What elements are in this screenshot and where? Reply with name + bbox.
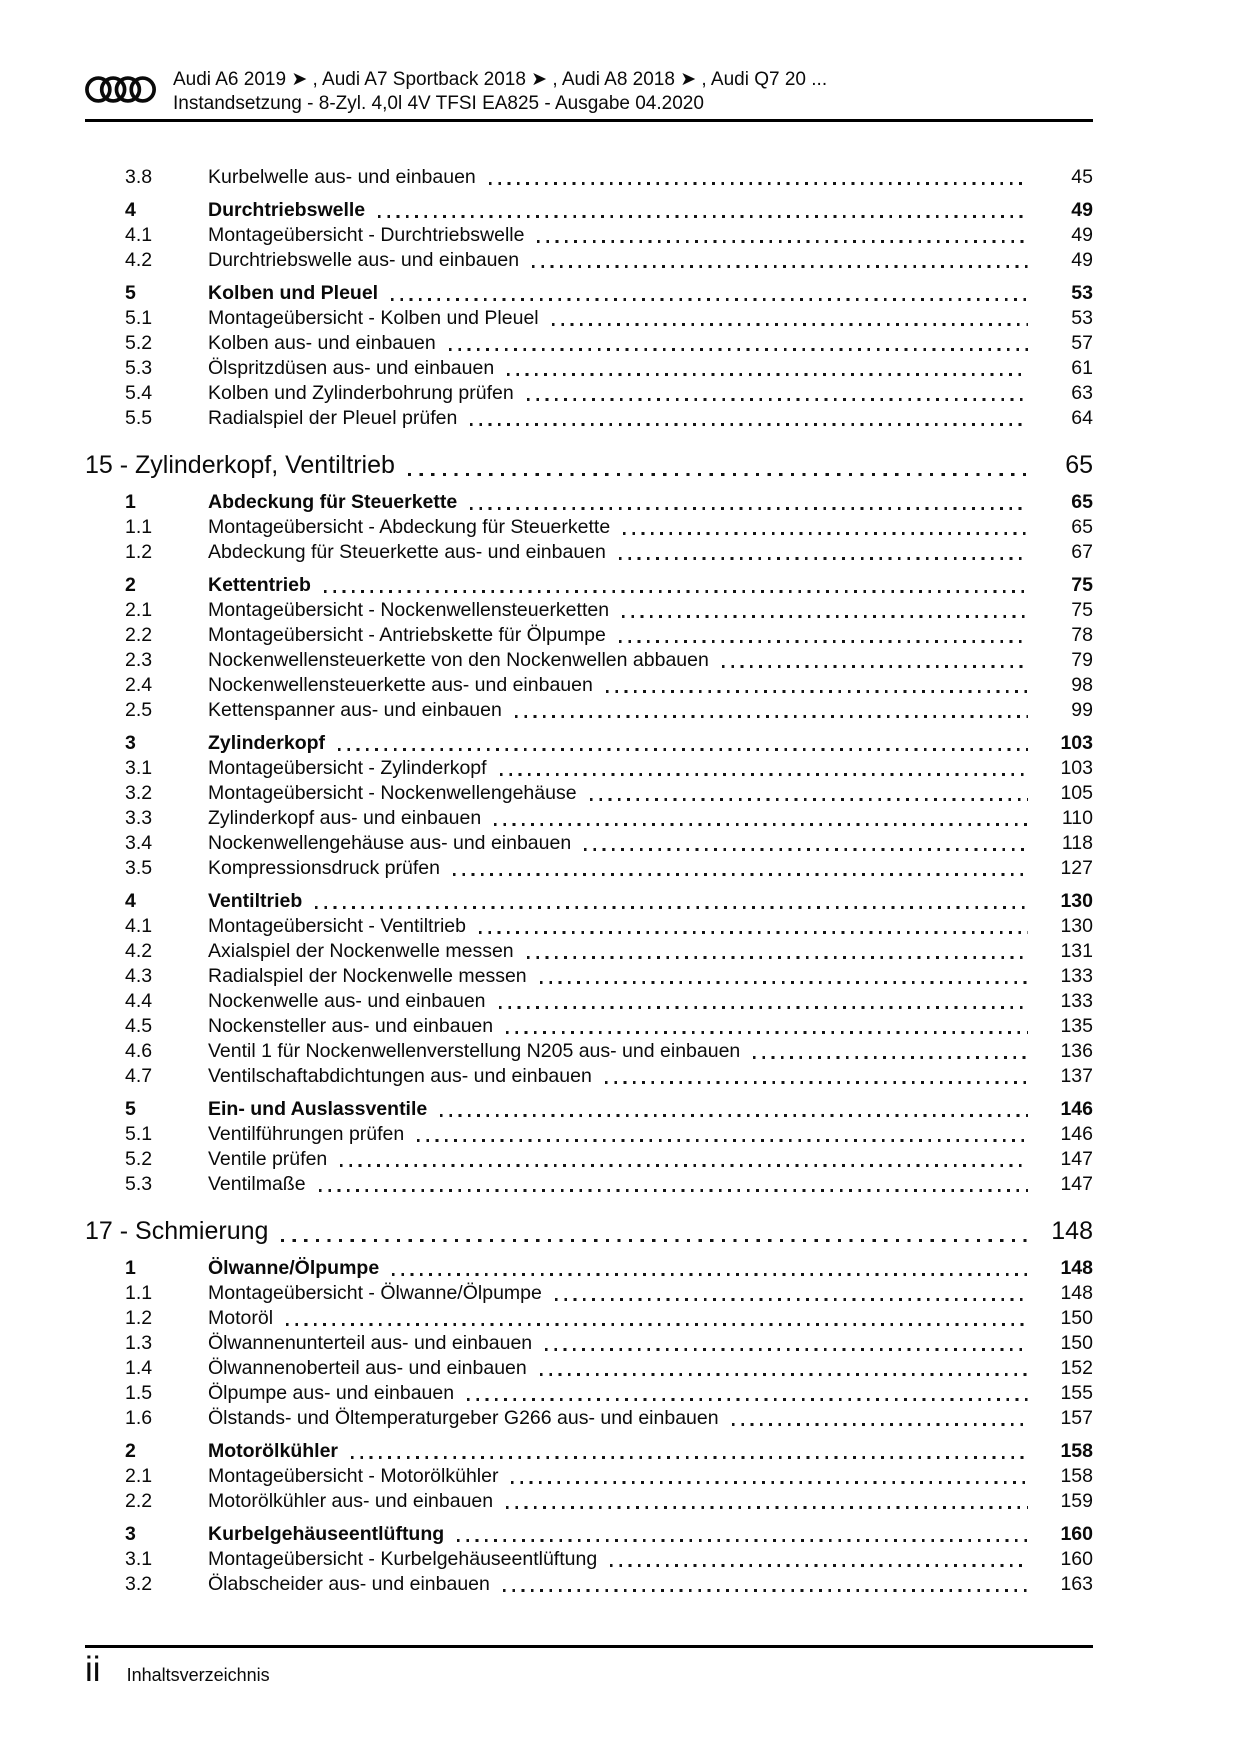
toc-subsection-row[interactable]: [85, 248, 1093, 273]
toc-entry-page: 147: [1060, 1148, 1093, 1170]
dot-leader: [506, 1031, 1028, 1034]
toc-entry-title: Montageübersicht - Zylinderkopf: [208, 757, 487, 779]
toc-entry-page: 65: [1071, 491, 1093, 513]
toc-subsection-row[interactable]: [85, 1547, 1093, 1572]
toc-entry-number: 5.5: [125, 407, 153, 429]
toc-entry-title: Kurbelwelle aus- und einbauen: [208, 166, 476, 188]
toc-entry-page: 133: [1060, 965, 1093, 987]
toc-subsection-row[interactable]: [85, 223, 1093, 248]
toc-entry-title: Kolben und Pleuel: [208, 282, 379, 304]
toc-entry-page: 150: [1060, 1332, 1093, 1354]
dot-leader: [453, 873, 1028, 876]
toc-entry-page: 103: [1060, 732, 1093, 754]
toc-subsection-row[interactable]: [85, 1356, 1093, 1381]
page-footer: [85, 1650, 270, 1690]
toc-entry-number: 1.3: [125, 1332, 153, 1354]
toc-entry-title: Nockenwellensteuerkette von den Nockenwellen abbauen: [208, 649, 709, 671]
toc-entry-page: 79: [1071, 649, 1093, 671]
toc-entry-title: Montageübersicht - Kolben und Pleuel: [208, 307, 539, 329]
toc-entry-page: 136: [1060, 1040, 1093, 1062]
toc-entry-title: Montageübersicht - Abdeckung für Steuerkette: [208, 516, 611, 538]
toc-entry-title: Durchtriebswelle aus- und einbauen: [208, 249, 520, 271]
toc-entry-number: 4.6: [125, 1040, 153, 1062]
footer-page-number: ii: [85, 1650, 101, 1689]
toc-entry-page: 105: [1060, 782, 1093, 804]
dot-leader: [457, 1539, 1028, 1542]
dot-leader: [315, 906, 1028, 909]
toc-entry-title: Nockenwelle aus- und einbauen: [208, 990, 486, 1012]
toc-entry-title: Montageübersicht - Durchtriebswelle: [208, 224, 525, 246]
toc-entry-number: 1.1: [125, 1282, 153, 1304]
toc-section-row[interactable]: [85, 1097, 1093, 1122]
toc-subsection-row[interactable]: [85, 623, 1093, 648]
toc-entry-title: Ventilmaße: [208, 1173, 306, 1195]
toc-section-row[interactable]: [85, 198, 1093, 223]
toc-entry-number: 2.4: [125, 674, 153, 696]
toc-subsection-row[interactable]: [85, 1489, 1093, 1514]
dot-leader: [340, 1164, 1028, 1167]
toc-entry-title: Montageübersicht - Motorölkühler: [208, 1465, 499, 1487]
toc-entry-page: 110: [1061, 807, 1093, 829]
dot-leader: [540, 981, 1028, 984]
toc-entry-number: 5.1: [125, 307, 153, 329]
dot-leader: [537, 240, 1028, 243]
toc-entry-number: 1: [125, 491, 136, 513]
toc-entry-page: 160: [1060, 1548, 1093, 1570]
toc-entry-page: 137: [1060, 1065, 1093, 1087]
toc-entry-number: 2.5: [125, 699, 153, 721]
toc-entry-page: 127: [1060, 857, 1093, 879]
toc-entry-number: 3.4: [125, 832, 153, 854]
footer-divider: [85, 1645, 1093, 1648]
toc-entry-number: 4.5: [125, 1015, 153, 1037]
toc-entry-page: 53: [1071, 282, 1093, 304]
toc-entry-title: Motoröl: [208, 1307, 274, 1329]
dot-leader: [722, 665, 1028, 668]
toc-subsection-row[interactable]: [85, 1122, 1093, 1147]
dot-leader: [351, 1456, 1028, 1459]
dot-leader: [506, 1506, 1028, 1509]
toc-entry-title: Kettentrieb: [208, 574, 311, 596]
toc-subsection-row[interactable]: [85, 331, 1093, 356]
toc-entry-title: Motorölkühler aus- und einbauen: [208, 1490, 494, 1512]
toc-entry-number: 1: [125, 1257, 136, 1279]
toc-subsection-row[interactable]: [85, 1406, 1093, 1431]
dot-leader: [503, 1589, 1028, 1592]
toc-entry-number: 3.1: [125, 1548, 153, 1570]
toc-entry-number: 4: [125, 890, 136, 912]
toc-entry-page: 75: [1071, 574, 1093, 596]
toc-entry-page: 148: [1051, 1217, 1093, 1245]
dot-leader: [507, 373, 1028, 376]
toc-entry-title: Radialspiel der Nockenwelle messen: [208, 965, 527, 987]
toc-section-row[interactable]: [85, 889, 1093, 914]
dot-leader: [610, 1564, 1028, 1567]
toc-entry-page: 146: [1060, 1098, 1093, 1120]
dot-leader: [470, 507, 1028, 510]
toc-entry-title: Zylinderkopf: [208, 732, 326, 754]
toc-entry-number: 1.2: [125, 1307, 153, 1329]
toc-entry-page: 65: [1071, 516, 1093, 538]
toc-subsection-row[interactable]: [85, 356, 1093, 381]
toc-subsection-row[interactable]: [85, 856, 1093, 881]
toc-subsection-row[interactable]: [85, 1014, 1093, 1039]
dot-leader: [489, 182, 1028, 185]
toc-entry-page: 130: [1060, 890, 1093, 912]
toc-entry-title: Ventile prüfen: [208, 1148, 328, 1170]
dot-leader: [623, 532, 1028, 535]
toc-entry-page: 65: [1065, 451, 1093, 479]
toc-entry-title: Kompressionsdruck prüfen: [208, 857, 440, 879]
toc-entry-page: 152: [1060, 1357, 1093, 1379]
toc-entry-number: 5.3: [125, 1173, 153, 1195]
toc-subsection-row[interactable]: [85, 515, 1093, 540]
dot-leader: [467, 1398, 1028, 1401]
toc-subsection-row[interactable]: [85, 1039, 1093, 1064]
toc-subsection-row[interactable]: [85, 939, 1093, 964]
toc-subsection-row[interactable]: [85, 914, 1093, 939]
toc-entry-title: 17 - Schmierung: [85, 1217, 269, 1245]
page-header: [85, 68, 1093, 116]
dot-leader: [319, 1189, 1028, 1192]
dot-leader: [408, 473, 1028, 476]
toc-entry-page: 155: [1060, 1382, 1093, 1404]
toc-entry-page: 118: [1061, 832, 1093, 854]
toc-entry-page: 78: [1071, 624, 1093, 646]
toc-entry-number: 4.2: [125, 249, 153, 271]
toc-entry-number: 4.7: [125, 1065, 153, 1087]
toc-section-row[interactable]: [85, 281, 1093, 306]
toc-entry-page: 148: [1060, 1282, 1093, 1304]
toc-entry-number: 2.2: [125, 624, 153, 646]
toc-entry-page: 146: [1060, 1123, 1093, 1145]
toc-entry-number: 4: [125, 199, 136, 221]
toc-entry-number: 5.3: [125, 357, 153, 379]
dot-leader: [470, 423, 1028, 426]
dot-leader: [511, 1481, 1028, 1484]
toc-subsection-row[interactable]: [85, 1306, 1093, 1331]
header-text-block: [173, 68, 827, 116]
dot-leader: [494, 823, 1028, 826]
toc-entry-page: 49: [1071, 249, 1093, 271]
toc-section-row[interactable]: [85, 1256, 1093, 1281]
toc-entry-page: 157: [1060, 1407, 1093, 1429]
toc-entry-page: 103: [1060, 757, 1093, 779]
toc-section-row[interactable]: [85, 1439, 1093, 1464]
toc-entry-title: Motorölkühler: [208, 1440, 338, 1462]
toc-entry-number: 1.4: [125, 1357, 153, 1379]
toc-entry-title: Ventilführungen prüfen: [208, 1123, 405, 1145]
toc-entry-title: Ventilschaftabdichtungen aus- und einbauen: [208, 1065, 592, 1087]
toc-entry-number: 5: [125, 282, 136, 304]
toc-entry-page: 67: [1071, 541, 1093, 563]
toc-entry-number: 4.4: [125, 990, 153, 1012]
toc-entry-title: Kurbelgehäuseentlüftung: [208, 1523, 445, 1545]
toc-entry-number: 5.1: [125, 1123, 153, 1145]
toc-entry-number: 5.2: [125, 332, 153, 354]
toc-entry-page: 133: [1060, 990, 1093, 1012]
toc-entry-number: 1.6: [125, 1407, 153, 1429]
dot-leader: [590, 798, 1028, 801]
toc-subsection-row[interactable]: [85, 1464, 1093, 1489]
dot-leader: [417, 1139, 1028, 1142]
toc-entry-page: 49: [1071, 224, 1093, 246]
toc-entry-title: Nockensteller aus- und einbauen: [208, 1015, 494, 1037]
toc-subsection-row[interactable]: [85, 781, 1093, 806]
toc-entry-page: 61: [1071, 357, 1093, 379]
table-of-contents: [85, 165, 1093, 1597]
dot-leader: [622, 615, 1028, 618]
toc-entry-page: 131: [1060, 940, 1093, 962]
toc-subsection-row[interactable]: [85, 756, 1093, 781]
dot-leader: [619, 557, 1028, 560]
dot-leader: [527, 956, 1028, 959]
dot-leader: [500, 773, 1028, 776]
toc-entry-number: 3.8: [125, 166, 153, 188]
toc-entry-title: Nockenwellengehäuse aus- und einbauen: [208, 832, 572, 854]
toc-subsection-row[interactable]: [85, 964, 1093, 989]
toc-entry-title: Ölwanne/Ölpumpe: [208, 1257, 380, 1279]
toc-entry-page: 49: [1071, 199, 1093, 221]
toc-subsection-row[interactable]: [85, 1064, 1093, 1089]
dot-leader: [540, 1373, 1028, 1376]
footer-label: Inhaltsverzeichnis: [126, 1665, 270, 1685]
toc-entry-title: Kolben aus- und einbauen: [208, 332, 436, 354]
toc-subsection-row[interactable]: [85, 673, 1093, 698]
dot-leader: [281, 1239, 1028, 1242]
toc-subsection-row[interactable]: [85, 165, 1093, 190]
toc-subsection-row[interactable]: [85, 1281, 1093, 1306]
toc-entry-page: 158: [1060, 1440, 1093, 1462]
header-models-line: Audi A6 2019 ➤ , Audi A7 Sportback 2018 ➤ , Audi A8 2018 ➤ , Audi Q7 20 ...: [173, 69, 828, 90]
dot-leader: [449, 348, 1028, 351]
toc-entry-page: 98: [1071, 674, 1093, 696]
toc-entry-number: 2: [125, 1440, 136, 1462]
dot-leader: [532, 265, 1028, 268]
toc-entry-number: 4.2: [125, 940, 153, 962]
toc-entry-number: 4.3: [125, 965, 153, 987]
toc-entry-number: 3.3: [125, 807, 153, 829]
toc-entry-page: 75: [1071, 599, 1093, 621]
toc-section-row[interactable]: [85, 1522, 1093, 1547]
dot-leader: [391, 298, 1028, 301]
toc-chapter-row[interactable]: [85, 1214, 1093, 1248]
toc-entry-page: 148: [1060, 1257, 1093, 1279]
toc-entry-number: 2.1: [125, 599, 153, 621]
toc-entry-title: Montageübersicht - Ölwanne/Ölpumpe: [208, 1282, 542, 1304]
toc-entry-page: 130: [1060, 915, 1093, 937]
toc-entry-number: 1.1: [125, 516, 153, 538]
toc-subsection-row[interactable]: [85, 1572, 1093, 1597]
toc-entry-page: 45: [1071, 166, 1093, 188]
dot-leader: [555, 1298, 1028, 1301]
toc-subsection-row[interactable]: [85, 306, 1093, 331]
toc-subsection-row[interactable]: [85, 698, 1093, 723]
toc-entry-number: 3: [125, 732, 136, 754]
toc-entry-title: Montageübersicht - Kurbelgehäuseentlüftung: [208, 1548, 598, 1570]
dot-leader: [392, 1273, 1028, 1276]
toc-entry-title: Axialspiel der Nockenwelle messen: [208, 940, 514, 962]
header-divider: [85, 119, 1093, 122]
toc-section-row[interactable]: [85, 490, 1093, 515]
toc-entry-title: Ölpumpe aus- und einbauen: [208, 1382, 455, 1404]
toc-entry-title: Abdeckung für Steuerkette aus- und einbauen: [208, 541, 606, 563]
dot-leader: [606, 690, 1028, 693]
dot-leader: [499, 1006, 1028, 1009]
dot-leader: [479, 931, 1028, 934]
dot-leader: [584, 848, 1028, 851]
toc-entry-title: Ölstands- und Öltemperaturgeber G266 aus- und einbauen: [208, 1407, 719, 1429]
dot-leader: [378, 215, 1028, 218]
toc-subsection-row[interactable]: [85, 1172, 1093, 1197]
toc-entry-number: 4.1: [125, 915, 153, 937]
toc-entry-title: Radialspiel der Pleuel prüfen: [208, 407, 458, 429]
toc-entry-number: 5.4: [125, 382, 153, 404]
toc-entry-title: Nockenwellensteuerkette aus- und einbauen: [208, 674, 593, 696]
toc-entry-number: 3.5: [125, 857, 153, 879]
toc-section-row[interactable]: [85, 573, 1093, 598]
toc-entry-number: 2.2: [125, 1490, 153, 1512]
toc-entry-title: Zylinderkopf aus- und einbauen: [208, 807, 482, 829]
toc-subsection-row[interactable]: [85, 989, 1093, 1014]
dot-leader: [753, 1056, 1028, 1059]
dot-leader: [527, 398, 1028, 401]
toc-entry-page: 53: [1071, 307, 1093, 329]
toc-entry-title: Montageübersicht - Nockenwellengehäuse: [208, 782, 577, 804]
toc-entry-page: 150: [1060, 1307, 1093, 1329]
toc-entry-title: Ölabscheider aus- und einbauen: [208, 1573, 490, 1595]
toc-entry-number: 3: [125, 1523, 136, 1545]
toc-entry-title: Durchtriebswelle: [208, 199, 366, 221]
toc-subsection-row[interactable]: [85, 648, 1093, 673]
toc-subsection-row[interactable]: [85, 381, 1093, 406]
toc-entry-title: Montageübersicht - Ventiltrieb: [208, 915, 466, 937]
toc-entry-title: Kolben und Zylinderbohrung prüfen: [208, 382, 514, 404]
dot-leader: [515, 715, 1028, 718]
dot-leader: [619, 640, 1028, 643]
dot-leader: [324, 590, 1028, 593]
toc-entry-title: 15 - Zylinderkopf, Ventiltrieb: [85, 451, 395, 479]
toc-entry-title: Ventiltrieb: [208, 890, 303, 912]
toc-entry-page: 64: [1071, 407, 1093, 429]
toc-entry-number: 1.5: [125, 1382, 153, 1404]
toc-entry-page: 135: [1060, 1015, 1093, 1037]
toc-entry-number: 1.2: [125, 541, 153, 563]
toc-entry-page: 99: [1071, 699, 1093, 721]
header-subtitle-line: Instandsetzung - 8-Zyl. 4,0l 4V TFSI EA825 - Ausgabe 04.2020: [173, 93, 704, 114]
toc-entry-page: 147: [1060, 1173, 1093, 1195]
toc-entry-page: 158: [1060, 1465, 1093, 1487]
audi-rings-icon: [85, 68, 157, 116]
dot-leader: [286, 1323, 1028, 1326]
toc-entry-number: 2.3: [125, 649, 153, 671]
toc-entry-page: 160: [1060, 1523, 1093, 1545]
toc-entry-title: Montageübersicht - Nockenwellensteuerketten: [208, 599, 610, 621]
toc-entry-page: 159: [1060, 1490, 1093, 1512]
toc-entry-page: 163: [1060, 1573, 1093, 1595]
dot-leader: [338, 748, 1028, 751]
toc-entry-number: 2: [125, 574, 136, 596]
dot-leader: [552, 323, 1028, 326]
toc-entry-number: 5: [125, 1098, 136, 1120]
toc-subsection-row[interactable]: [85, 406, 1093, 431]
toc-entry-number: 5.2: [125, 1148, 153, 1170]
dot-leader: [545, 1348, 1028, 1351]
toc-entry-title: Kettenspanner aus- und einbauen: [208, 699, 502, 721]
toc-entry-number: 3.2: [125, 782, 153, 804]
toc-entry-number: 2.1: [125, 1465, 153, 1487]
toc-subsection-row[interactable]: [85, 540, 1093, 565]
toc-entry-title: Ein- und Auslassventile: [208, 1098, 428, 1120]
toc-entry-title: Abdeckung für Steuerkette: [208, 491, 458, 513]
toc-entry-title: Ventil 1 für Nockenwellenverstellung N205 aus- und einbauen: [208, 1040, 741, 1062]
toc-subsection-row[interactable]: [85, 1331, 1093, 1356]
dot-leader: [732, 1423, 1028, 1426]
toc-subsection-row[interactable]: [85, 1381, 1093, 1406]
toc-subsection-row[interactable]: [85, 1147, 1093, 1172]
toc-entry-title: Montageübersicht - Antriebskette für Ölpumpe: [208, 624, 606, 646]
toc-entry-number: 3.2: [125, 1573, 153, 1595]
toc-entry-title: Ölspritzdüsen aus- und einbauen: [208, 357, 495, 379]
toc-chapter-row[interactable]: [85, 448, 1093, 482]
toc-entry-number: 3.1: [125, 757, 153, 779]
toc-subsection-row[interactable]: [85, 598, 1093, 623]
toc-subsection-row[interactable]: [85, 831, 1093, 856]
dot-leader: [605, 1081, 1028, 1084]
dot-leader: [440, 1114, 1028, 1117]
toc-entry-title: Ölwannenunterteil aus- und einbauen: [208, 1332, 533, 1354]
toc-subsection-row[interactable]: [85, 806, 1093, 831]
toc-entry-page: 63: [1071, 382, 1093, 404]
toc-section-row[interactable]: [85, 731, 1093, 756]
toc-entry-title: Ölwannenoberteil aus- und einbauen: [208, 1357, 527, 1379]
toc-entry-page: 57: [1071, 332, 1093, 354]
toc-entry-number: 4.1: [125, 224, 153, 246]
